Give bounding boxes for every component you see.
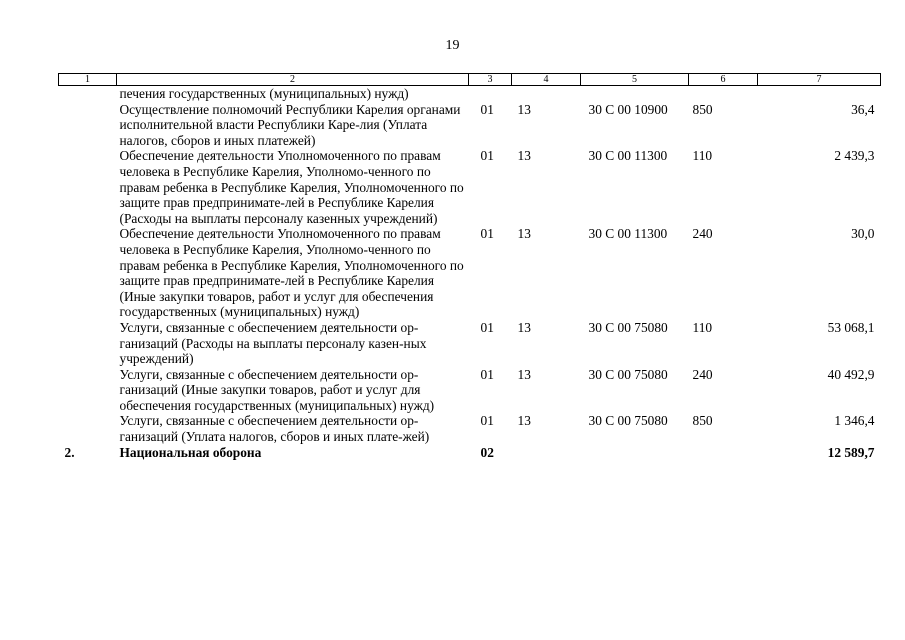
row-description: Осуществление полномочий Республики Карелия органами исполнительной власти Республики Каре-лия (Уплата налогов, сборов и иных платежей) — [119, 101, 461, 148]
row-amount: 1 346,4 — [834, 413, 875, 429]
table-row — [59, 148, 881, 226]
row-description: Обеспечение деятельности Уполномоченного по правам человека в Республике Карелия, Уполномо-ченного по правам ребенка в Республике Карелия, Уполномоченного по защите прав предпринимате-лей в Республике Карелия (Расходы на выплаты персоналу казенных учреждений) — [119, 148, 464, 226]
row-amount: 2 439,3 — [834, 148, 875, 164]
column-header: 1 — [59, 74, 117, 86]
row-expense-type: 850 — [692, 413, 713, 429]
row-amount: 53 068,1 — [827, 319, 875, 335]
row-target: 30 С 00 75080 — [588, 319, 668, 335]
table-row — [59, 102, 881, 149]
row-description: Услуги, связанные с обеспечением деятельности ор-ганизаций (Расходы на выплаты персоналу казен-ных учреждений) — [119, 319, 427, 367]
section-target — [581, 445, 689, 461]
table-row — [59, 413, 881, 444]
row-number — [59, 320, 117, 367]
column-header: 6 — [689, 74, 758, 86]
row-expense-type: 110 — [692, 319, 713, 335]
row-description: Услуги, связанные с обеспечением деятельности ор-ганизаций (Уплата налогов, сборов и иных плате-жей) — [119, 413, 430, 445]
row-amount: 40 492,9 — [827, 366, 875, 382]
row-target: 30 С 00 11300 — [588, 148, 668, 164]
row-subsection: 13 — [517, 101, 531, 117]
row-subsection: 13 — [517, 148, 531, 164]
row-number — [59, 226, 117, 320]
table-row-continuation — [59, 86, 881, 102]
section-expense-type — [689, 445, 758, 461]
row-subsection: 13 — [517, 319, 531, 335]
column-header: 4 — [512, 74, 581, 86]
row-amount: 36,4 — [851, 101, 875, 117]
row-subsection: 13 — [517, 226, 531, 242]
section-amount: 12 589,7 — [827, 444, 875, 460]
row-number — [59, 367, 117, 414]
row-subsection: 13 — [517, 413, 531, 429]
row-description: Услуги, связанные с обеспечением деятельности ор-ганизаций (Иные закупки товаров, работ и услуг для обеспечения государственных (муниципальных) нужд) — [119, 366, 435, 413]
row-target: 30 С 00 75080 — [588, 366, 668, 382]
row-target: 30 С 00 11300 — [588, 226, 668, 242]
table-row-section-total — [59, 445, 881, 461]
row-expense-type: 110 — [692, 148, 713, 164]
table-row — [59, 367, 881, 414]
row-subsection: 13 — [517, 366, 531, 382]
row-number — [59, 148, 117, 226]
row-section: 01 — [480, 413, 494, 429]
table-header — [59, 74, 881, 86]
section-subsection — [512, 445, 581, 461]
row-number — [59, 102, 117, 149]
column-header: 7 — [758, 74, 881, 86]
table-row — [59, 320, 881, 367]
row-description: Обеспечение деятельности Уполномоченного по правам человека в Республике Карелия, Уполномо-ченного по правам ребенка в Республике Карелия, Уполномоченного по защите прав предпринимате-лей в Республике Карелия (Иные закупки товаров, работ и услуг для обеспечения государственных (муниципальных) нужд) — [119, 226, 464, 320]
row-expense-type: 850 — [692, 101, 713, 117]
row-number — [59, 413, 117, 444]
row-target: 30 С 00 75080 — [588, 413, 668, 429]
row-section: 01 — [480, 226, 494, 242]
budget-table — [58, 73, 881, 460]
section-code: 02 — [480, 444, 494, 460]
section-number: 2. — [64, 444, 75, 460]
column-header: 3 — [469, 74, 512, 86]
table-row — [59, 226, 881, 320]
continuation-text: печения государственных (муниципальных) нужд) — [119, 86, 409, 101]
row-target: 30 С 00 10900 — [588, 101, 668, 117]
section-title: Национальная оборона — [119, 444, 262, 460]
column-header: 2 — [117, 74, 469, 86]
page-number: 19 — [445, 38, 460, 53]
row-section: 01 — [480, 148, 494, 164]
row-expense-type: 240 — [692, 226, 713, 242]
row-amount: 30,0 — [851, 226, 875, 242]
row-section: 01 — [480, 101, 494, 117]
column-header: 5 — [581, 74, 689, 86]
row-expense-type: 240 — [692, 366, 713, 382]
row-section: 01 — [480, 319, 494, 335]
row-section: 01 — [480, 366, 494, 382]
